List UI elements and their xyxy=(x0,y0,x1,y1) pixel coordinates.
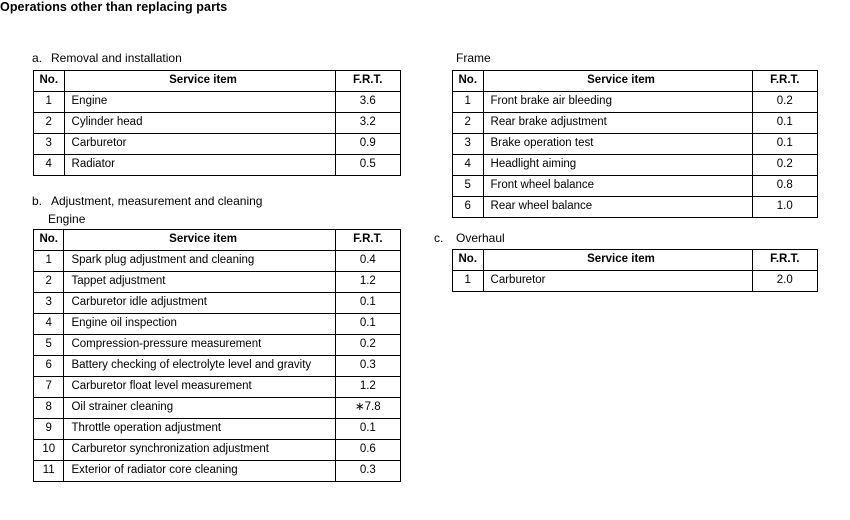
table-row xyxy=(34,356,401,377)
table-header-row xyxy=(453,250,818,271)
section-label-b xyxy=(32,194,262,208)
cell-no: 2 xyxy=(453,113,484,134)
section-letter-a: a. xyxy=(32,51,43,65)
cell-no: 1 xyxy=(453,92,484,113)
cell-no: 10 xyxy=(34,440,64,461)
cell-service-item: Spark plug adjustment and cleaning xyxy=(64,251,335,272)
cell-service-item: Carburetor xyxy=(483,271,752,292)
cell-frt: 1.0 xyxy=(752,197,817,218)
table-removal-installation xyxy=(33,70,401,176)
cell-service-item: Front wheel balance xyxy=(483,176,752,197)
cell-frt: 0.1 xyxy=(752,113,817,134)
cell-service-item: Battery checking of electrolyte level and gravity xyxy=(64,356,335,377)
table-row xyxy=(453,197,818,218)
cell-service-item: Exterior of radiator core cleaning xyxy=(64,461,335,482)
cell-no: 3 xyxy=(453,134,484,155)
cell-frt: 3.2 xyxy=(335,113,401,134)
table-row xyxy=(453,176,818,197)
column-header-no: No. xyxy=(453,71,484,92)
cell-no: 7 xyxy=(34,377,64,398)
table-row xyxy=(34,398,401,419)
column-header-frt: F.R.T. xyxy=(752,250,817,271)
cell-frt: 0.9 xyxy=(335,134,401,155)
column-header-service-item: Service item xyxy=(483,71,752,92)
section-label-frame: Frame xyxy=(456,51,491,65)
table-row xyxy=(453,155,818,176)
cell-service-item: Brake operation test xyxy=(483,134,752,155)
table-frame xyxy=(452,70,818,218)
cell-frt: 0.1 xyxy=(335,419,400,440)
cell-no: 2 xyxy=(34,272,64,293)
table-row xyxy=(34,155,401,176)
cell-service-item: Engine oil inspection xyxy=(64,314,335,335)
column-header-no: No. xyxy=(34,71,65,92)
cell-service-item: Radiator xyxy=(64,155,335,176)
cell-service-item: Headlight aiming xyxy=(483,155,752,176)
cell-frt: 0.4 xyxy=(335,251,400,272)
cell-service-item: Oil strainer cleaning xyxy=(64,398,335,419)
section-label-a xyxy=(32,51,182,65)
cell-service-item: Carburetor idle adjustment xyxy=(64,293,335,314)
table-row xyxy=(34,419,401,440)
section-label-c xyxy=(434,231,505,245)
table-header-row xyxy=(453,71,818,92)
cell-frt: 0.2 xyxy=(752,92,817,113)
section-title-a: Removal and installation xyxy=(51,51,182,65)
page-title: Operations other than replacing parts xyxy=(0,0,228,14)
cell-no: 6 xyxy=(453,197,484,218)
table-row xyxy=(453,92,818,113)
cell-service-item: Compression-pressure measurement xyxy=(64,335,335,356)
table-row xyxy=(34,293,401,314)
table-row xyxy=(34,92,401,113)
cell-frt: ∗7.8 xyxy=(335,398,400,419)
cell-no: 4 xyxy=(34,314,64,335)
cell-frt: 0.1 xyxy=(335,314,400,335)
table-row xyxy=(34,251,401,272)
cell-no: 2 xyxy=(34,113,65,134)
cell-frt: 0.6 xyxy=(335,440,400,461)
cell-service-item: Tappet adjustment xyxy=(64,272,335,293)
cell-frt: 1.2 xyxy=(335,272,400,293)
section-letter-b: b. xyxy=(32,194,43,208)
table-row xyxy=(34,314,401,335)
cell-frt: 0.3 xyxy=(335,356,400,377)
cell-service-item: Carburetor float level measurement xyxy=(64,377,335,398)
table-row xyxy=(34,440,401,461)
cell-no: 3 xyxy=(34,293,64,314)
cell-frt: 2.0 xyxy=(752,271,817,292)
cell-frt: 0.8 xyxy=(752,176,817,197)
subsection-label-engine: Engine xyxy=(48,212,86,226)
cell-frt: 3.6 xyxy=(335,92,401,113)
cell-service-item: Throttle operation adjustment xyxy=(64,419,335,440)
column-header-frt: F.R.T. xyxy=(752,71,817,92)
column-header-frt: F.R.T. xyxy=(335,71,401,92)
cell-no: 11 xyxy=(34,461,64,482)
cell-no: 8 xyxy=(34,398,64,419)
column-header-service-item: Service item xyxy=(64,71,335,92)
table-header-row xyxy=(34,71,401,92)
cell-no: 3 xyxy=(34,134,65,155)
cell-no: 4 xyxy=(34,155,65,176)
cell-frt: 1.2 xyxy=(335,377,400,398)
column-header-service-item: Service item xyxy=(64,230,335,251)
cell-frt: 0.1 xyxy=(752,134,817,155)
cell-no: 1 xyxy=(34,92,65,113)
cell-service-item: Front brake air bleeding xyxy=(483,92,752,113)
column-header-service-item: Service item xyxy=(483,250,752,271)
section-title-c: Overhaul xyxy=(456,231,505,245)
cell-frt: 0.5 xyxy=(335,155,401,176)
cell-frt: 0.2 xyxy=(335,335,400,356)
table-row xyxy=(453,113,818,134)
cell-service-item: Carburetor synchronization adjustment xyxy=(64,440,335,461)
section-title-b: Adjustment, measurement and cleaning xyxy=(51,194,263,208)
table-row xyxy=(34,461,401,482)
cell-no: 4 xyxy=(453,155,484,176)
table-row xyxy=(453,271,818,292)
column-header-frt: F.R.T. xyxy=(335,230,400,251)
cell-no: 1 xyxy=(34,251,64,272)
table-row xyxy=(34,113,401,134)
cell-no: 9 xyxy=(34,419,64,440)
cell-service-item: Carburetor xyxy=(64,134,335,155)
section-letter-c: c. xyxy=(434,231,444,245)
table-row xyxy=(34,335,401,356)
cell-no: 1 xyxy=(453,271,484,292)
cell-frt: 0.2 xyxy=(752,155,817,176)
table-overhaul xyxy=(452,249,818,292)
column-header-no: No. xyxy=(453,250,484,271)
cell-service-item: Engine xyxy=(64,92,335,113)
cell-service-item: Rear wheel balance xyxy=(483,197,752,218)
cell-frt: 0.3 xyxy=(335,461,400,482)
table-row xyxy=(34,134,401,155)
table-adjustment-engine xyxy=(33,229,401,482)
cell-service-item: Cylinder head xyxy=(64,113,335,134)
cell-no: 5 xyxy=(453,176,484,197)
table-row xyxy=(453,134,818,155)
table-header-row xyxy=(34,230,401,251)
column-header-no: No. xyxy=(34,230,64,251)
cell-no: 5 xyxy=(34,335,64,356)
table-row xyxy=(34,377,401,398)
cell-service-item: Rear brake adjustment xyxy=(483,113,752,134)
cell-no: 6 xyxy=(34,356,64,377)
cell-frt: 0.1 xyxy=(335,293,400,314)
table-row xyxy=(34,272,401,293)
